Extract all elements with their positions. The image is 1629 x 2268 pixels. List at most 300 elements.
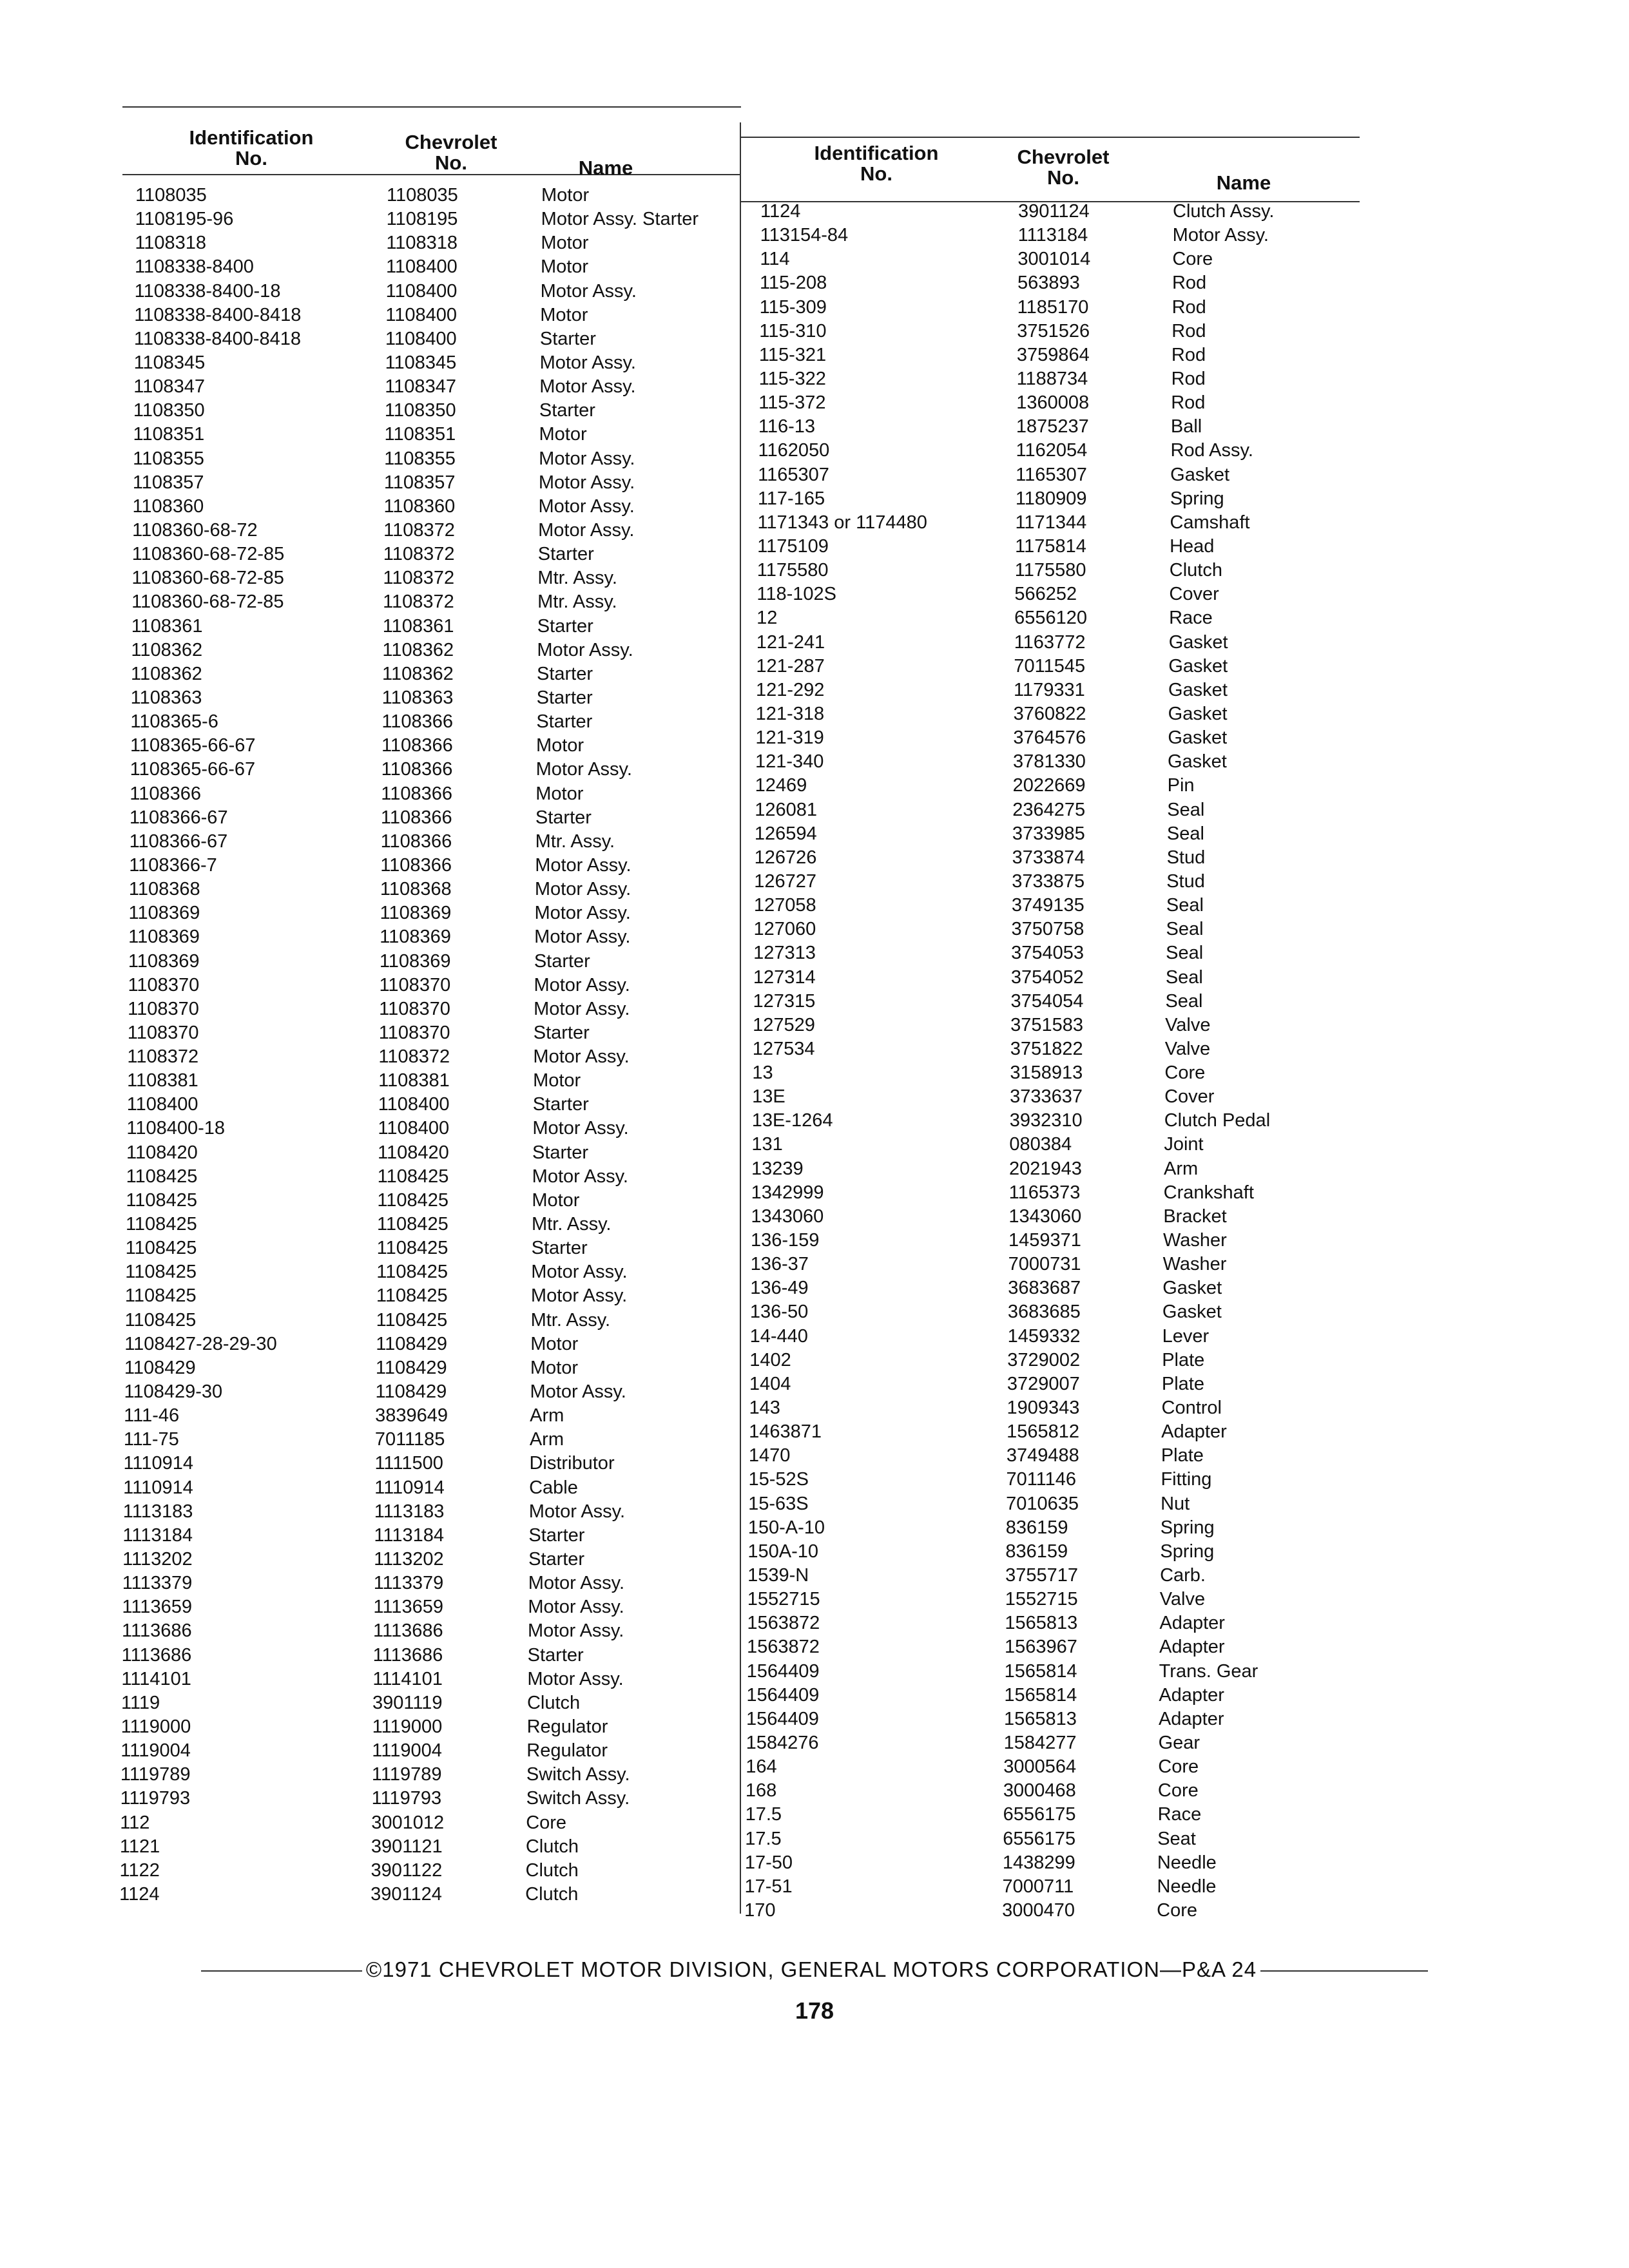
chevrolet-number: 1108425 xyxy=(376,1214,448,1235)
table-row xyxy=(740,1611,1360,1635)
part-name: Starter xyxy=(539,328,596,349)
ident-number: 1113659 xyxy=(122,1597,192,1618)
ident-number: 17.5 xyxy=(745,1804,782,1825)
table-row xyxy=(745,1181,1360,1205)
ident-number: 127058 xyxy=(753,895,816,916)
chevrolet-number: 3901121 xyxy=(371,1836,443,1857)
table-row xyxy=(747,918,1360,941)
chevrolet-number: 1108372 xyxy=(383,568,455,589)
chevrolet-number: 3751583 xyxy=(1010,1014,1084,1035)
chevrolet-number: 1108362 xyxy=(382,639,454,660)
table-row xyxy=(747,941,1360,965)
table-row xyxy=(749,702,1360,726)
part-name: Race xyxy=(1157,1804,1202,1825)
chevrolet-number: 836159 xyxy=(1005,1541,1068,1562)
left-header-identification xyxy=(148,128,354,169)
table-row xyxy=(750,606,1360,630)
table-row xyxy=(751,463,1360,487)
part-name: Motor Assy. xyxy=(532,1118,629,1139)
part-name: Starter xyxy=(539,400,595,421)
chevrolet-number: 1459332 xyxy=(1007,1325,1081,1347)
chevrolet-number: 1108400 xyxy=(385,328,457,349)
part-name: Motor Assy. xyxy=(538,472,635,493)
table-row xyxy=(744,1253,1360,1276)
table-row xyxy=(97,901,735,925)
table-row xyxy=(739,1803,1360,1827)
ident-number: 1563872 xyxy=(747,1613,820,1634)
table-row xyxy=(100,495,735,519)
ident-number: 1108429-30 xyxy=(124,1381,223,1403)
chevrolet-number: 1108361 xyxy=(382,615,454,637)
part-name: Motor Assy. xyxy=(534,903,631,924)
table-row xyxy=(102,327,735,351)
part-name: Motor xyxy=(541,185,590,206)
ident-number: 115-309 xyxy=(759,296,827,318)
ident-number: 1119793 xyxy=(120,1788,191,1809)
part-name: Starter xyxy=(532,1142,589,1163)
part-name: Motor xyxy=(530,1333,579,1354)
table-row xyxy=(101,447,735,471)
ident-number: 17-50 xyxy=(744,1852,793,1873)
ident-number: 1564409 xyxy=(746,1660,820,1682)
part-name: Motor Assy. xyxy=(538,519,635,541)
chevrolet-number: 1110914 xyxy=(374,1477,445,1498)
chevrolet-number: 1108400 xyxy=(378,1118,450,1139)
chevrolet-number: 1108357 xyxy=(383,472,456,493)
chevrolet-number: 1108372 xyxy=(383,591,454,613)
top-rule-left xyxy=(122,106,741,108)
table-row xyxy=(96,950,735,974)
ident-number: 1108366-67 xyxy=(129,807,228,828)
table-row xyxy=(100,543,735,566)
table-row xyxy=(95,974,735,997)
ident-number: 17-51 xyxy=(744,1876,793,1897)
table-row xyxy=(102,280,735,303)
table-row xyxy=(102,303,735,327)
chevrolet-number: 6556120 xyxy=(1014,608,1087,629)
part-name: Clutch xyxy=(525,1860,579,1881)
table-row xyxy=(89,1715,735,1739)
chevrolet-number: 3754054 xyxy=(1010,990,1084,1012)
part-name: Trans. Gear xyxy=(1159,1660,1258,1682)
chevrolet-number: 3729002 xyxy=(1007,1349,1081,1370)
chevrolet-number: 1113184 xyxy=(1017,225,1088,246)
part-name: Motor xyxy=(535,783,584,804)
part-name: Mtr. Assy. xyxy=(535,831,615,852)
table-row xyxy=(90,1524,735,1548)
chevrolet-number: 7011545 xyxy=(1014,655,1086,677)
chevrolet-number: 1108195 xyxy=(386,209,458,230)
table-row xyxy=(103,184,735,207)
part-name: Core xyxy=(1157,1780,1199,1802)
table-row xyxy=(87,1883,735,1907)
ident-number: 127529 xyxy=(753,1014,815,1035)
chevrolet-number: 3764576 xyxy=(1013,727,1086,749)
table-row xyxy=(751,535,1360,559)
ident-number: 1563872 xyxy=(747,1637,820,1658)
footer-rule-left xyxy=(201,1970,362,1972)
ident-number: 15-52S xyxy=(748,1469,809,1490)
part-name: Core xyxy=(526,1812,567,1833)
table-row xyxy=(101,399,735,423)
table-row xyxy=(743,1372,1360,1396)
table-row xyxy=(88,1859,735,1883)
part-name: Switch Assy. xyxy=(526,1788,630,1809)
chevrolet-number: 3749135 xyxy=(1011,895,1084,916)
chevrolet-number: 1108425 xyxy=(377,1189,449,1211)
chevrolet-number: 1108425 xyxy=(376,1262,448,1283)
table-row xyxy=(742,1444,1360,1468)
table-row xyxy=(95,1021,735,1045)
table-row xyxy=(93,1213,735,1236)
chevrolet-number: 1108400 xyxy=(385,280,458,302)
table-row xyxy=(744,1276,1360,1300)
table-row xyxy=(95,1093,735,1117)
table-row xyxy=(742,1516,1360,1540)
ident-number: 136-37 xyxy=(750,1254,809,1275)
ident-number: 1108366-7 xyxy=(129,854,217,876)
chevrolet-number: 3755717 xyxy=(1005,1565,1078,1586)
part-name: Starter xyxy=(528,1549,585,1570)
part-name: Motor Assy. xyxy=(530,1381,626,1403)
part-name: Motor Assy. xyxy=(534,998,630,1019)
table-row xyxy=(751,511,1360,535)
table-row xyxy=(94,1117,735,1140)
chevrolet-number: 1438299 xyxy=(1002,1852,1075,1873)
ident-number: 112 xyxy=(120,1812,150,1833)
table-row xyxy=(91,1452,735,1475)
chevrolet-number: 1108360 xyxy=(383,495,456,517)
ident-number: 118-102S xyxy=(757,584,837,605)
ident-number: 1110914 xyxy=(123,1453,194,1474)
header-text: Chevrolet xyxy=(405,131,497,153)
chevrolet-number: 1113686 xyxy=(372,1644,443,1666)
table-row xyxy=(100,519,735,543)
part-name: Motor Assy. xyxy=(538,495,635,517)
part-name: Needle xyxy=(1157,1876,1217,1897)
ident-number: 13 xyxy=(752,1062,773,1084)
chevrolet-number: 1108400 xyxy=(378,1094,450,1115)
part-name: Lever xyxy=(1162,1325,1210,1347)
ident-number: 14-440 xyxy=(749,1325,808,1347)
ident-number: 1470 xyxy=(748,1445,791,1466)
table-row xyxy=(754,200,1360,224)
ident-number: 121-318 xyxy=(755,703,825,724)
table-row xyxy=(740,1660,1360,1684)
part-name: Motor xyxy=(532,1189,580,1211)
table-row xyxy=(90,1548,735,1571)
chevrolet-number: 1108425 xyxy=(376,1309,448,1331)
header-text: No. xyxy=(860,162,892,185)
right-header-name: Name xyxy=(1216,171,1271,194)
chevrolet-number: 1119004 xyxy=(372,1740,442,1762)
chevrolet-number: 1875237 xyxy=(1016,416,1089,437)
part-name: Motor Assy. xyxy=(532,1166,628,1187)
table-row xyxy=(739,1755,1360,1779)
ident-number: 127060 xyxy=(753,919,816,940)
ident-number: 1564409 xyxy=(746,1708,819,1729)
part-name: Adapter xyxy=(1159,1684,1224,1706)
part-name: Core xyxy=(1158,1756,1199,1778)
part-name: Mtr. Assy. xyxy=(531,1214,612,1235)
table-row xyxy=(88,1739,735,1763)
ident-number: 1108366 xyxy=(130,783,201,804)
ident-number: 115-322 xyxy=(758,368,826,389)
part-name: Motor xyxy=(540,304,588,325)
table-row xyxy=(102,255,735,279)
chevrolet-number: 1113183 xyxy=(374,1501,445,1522)
part-name: Starter xyxy=(537,544,594,565)
table-row xyxy=(90,1595,735,1619)
chevrolet-number: 1108363 xyxy=(381,687,454,708)
table-row xyxy=(750,582,1360,606)
ident-number: 13E xyxy=(752,1086,786,1108)
chevrolet-number: 1108345 xyxy=(385,352,457,373)
chevrolet-number: 1565814 xyxy=(1004,1660,1077,1682)
ident-number: 1108425 xyxy=(126,1166,198,1187)
chevrolet-number: 1114101 xyxy=(372,1668,443,1689)
chevrolet-number: 1108368 xyxy=(380,879,452,900)
chevrolet-number: 3759864 xyxy=(1016,344,1090,365)
chevrolet-number: 1108429 xyxy=(375,1357,447,1378)
chevrolet-number: 3733637 xyxy=(1010,1086,1083,1108)
part-name: Needle xyxy=(1157,1852,1217,1873)
ident-number: 1108425 xyxy=(124,1309,197,1331)
part-name: Fitting xyxy=(1161,1469,1212,1490)
chevrolet-number: 7000711 xyxy=(1002,1876,1074,1897)
table-row xyxy=(749,726,1360,750)
table-row xyxy=(740,1635,1360,1659)
part-name: Motor Assy. xyxy=(533,1046,630,1068)
ident-number: 1108400-18 xyxy=(126,1118,226,1139)
table-row xyxy=(91,1500,735,1524)
table-row xyxy=(743,1349,1360,1372)
ident-number: 1108360-68-72-85 xyxy=(131,544,285,565)
chevrolet-number: 1119000 xyxy=(372,1716,443,1737)
table-row xyxy=(93,1284,735,1308)
ident-number: 13E-1264 xyxy=(751,1110,833,1131)
ident-number: 115-321 xyxy=(758,344,827,365)
part-name: Starter xyxy=(527,1644,584,1666)
ident-number: 1108429 xyxy=(124,1357,196,1378)
part-name: Head xyxy=(1170,535,1215,557)
table-row xyxy=(742,1420,1360,1444)
ident-number: 1113183 xyxy=(122,1501,193,1522)
part-name: Ball xyxy=(1170,416,1202,437)
chevrolet-number: 1360008 xyxy=(1016,392,1090,414)
part-name: Race xyxy=(1169,608,1213,629)
chevrolet-number: 836159 xyxy=(1005,1517,1068,1538)
ident-number: 1108372 xyxy=(127,1046,199,1068)
ident-number: 127314 xyxy=(753,966,816,988)
table-row xyxy=(102,351,735,375)
ident-number: 1108425 xyxy=(125,1262,197,1283)
table-row xyxy=(92,1356,735,1380)
table-row xyxy=(101,375,735,399)
table-row xyxy=(744,1300,1360,1324)
part-name: Plate xyxy=(1161,1445,1204,1466)
part-name: Clutch xyxy=(526,1692,581,1713)
ident-number: 1165307 xyxy=(758,464,829,485)
chevrolet-number: 1108420 xyxy=(378,1142,449,1163)
header-text: No. xyxy=(435,151,467,174)
header-text: Identification xyxy=(814,142,939,164)
chevrolet-number: 3733874 xyxy=(1012,847,1085,868)
chevrolet-number: 1171344 xyxy=(1015,512,1087,533)
chevrolet-number: 1552715 xyxy=(1005,1589,1078,1610)
part-name: Arm xyxy=(1164,1158,1199,1179)
ident-number: 136-159 xyxy=(750,1230,820,1251)
ident-number: 111-75 xyxy=(123,1429,179,1450)
ident-number: 1175580 xyxy=(757,560,829,581)
ident-number: 143 xyxy=(749,1398,780,1419)
ident-number: 1113379 xyxy=(122,1573,193,1594)
table-row xyxy=(88,1811,735,1835)
ident-number: 121-241 xyxy=(756,631,825,653)
part-name: Motor xyxy=(533,1070,581,1091)
table-row xyxy=(753,247,1360,271)
part-name: Motor Assy. xyxy=(531,1262,628,1283)
chevrolet-number: 1108351 xyxy=(384,424,456,445)
ident-number: 1108360-68-72-85 xyxy=(131,568,284,589)
part-name: Rod xyxy=(1171,320,1206,341)
table-row xyxy=(95,1045,735,1069)
ident-number: 1108368 xyxy=(128,879,200,900)
part-name: Starter xyxy=(535,807,592,828)
part-name: Cable xyxy=(529,1477,578,1498)
ident-number: 13239 xyxy=(751,1158,804,1179)
chevrolet-number: 1163772 xyxy=(1014,631,1086,653)
ident-number: 1108351 xyxy=(133,424,205,445)
ident-number: 1108427-28-29-30 xyxy=(124,1333,277,1354)
part-name: Starter xyxy=(536,711,593,733)
ident-number: 1108425 xyxy=(125,1238,197,1259)
ident-number: 1108400 xyxy=(126,1094,198,1115)
part-name: Motor xyxy=(541,233,589,254)
table-row xyxy=(746,1037,1360,1061)
header-text: Chevrolet xyxy=(1017,146,1110,168)
chevrolet-number: 3751822 xyxy=(1010,1038,1083,1059)
right-header-chevrolet xyxy=(986,147,1141,188)
table-row xyxy=(746,1109,1360,1133)
ident-number: 12469 xyxy=(755,775,807,796)
chevrolet-number: 3729007 xyxy=(1007,1373,1080,1394)
table-row xyxy=(748,822,1360,846)
part-name: Motor Assy. xyxy=(528,1573,625,1594)
chevrolet-number: 1180909 xyxy=(1015,488,1087,509)
table-row xyxy=(749,678,1360,702)
table-row xyxy=(744,1325,1360,1349)
table-row xyxy=(90,1571,735,1595)
part-name: Motor Assy. xyxy=(535,854,631,876)
ident-number: 1108355 xyxy=(133,448,204,469)
part-name: Motor Assy. xyxy=(535,759,632,780)
ident-number: 1113686 xyxy=(122,1620,192,1642)
ident-number: 1108425 xyxy=(125,1214,197,1235)
ident-number: 1564409 xyxy=(746,1684,820,1706)
ident-number: 1108365-66-67 xyxy=(130,735,256,756)
ident-number: 1113184 xyxy=(122,1524,193,1546)
part-name: Adapter xyxy=(1159,1637,1225,1658)
part-name: Adapter xyxy=(1161,1421,1227,1443)
part-name: Motor Assy. xyxy=(1172,225,1269,246)
ident-number: 1175109 xyxy=(757,535,829,557)
ident-number: 126594 xyxy=(754,823,817,844)
chevrolet-number: 080384 xyxy=(1009,1134,1072,1155)
chevrolet-number: 3750758 xyxy=(1011,919,1084,940)
table-row xyxy=(742,1492,1360,1516)
ident-number: 164 xyxy=(746,1756,777,1778)
header-text: No. xyxy=(1047,166,1079,189)
ident-number: 15-63S xyxy=(748,1493,809,1514)
table-row xyxy=(89,1667,735,1691)
part-name: Rod xyxy=(1171,296,1206,318)
chevrolet-number: 1565813 xyxy=(1005,1613,1078,1634)
ident-number: 1402 xyxy=(749,1349,791,1370)
table-row xyxy=(749,750,1360,774)
table-row xyxy=(747,966,1360,990)
ident-number: 1171343 or 1174480 xyxy=(757,512,927,533)
chevrolet-number: 1459371 xyxy=(1008,1230,1081,1251)
ident-number: 1108360-68-72-85 xyxy=(131,591,284,613)
table-row xyxy=(92,1380,735,1404)
part-name: Mtr. Assy. xyxy=(530,1309,611,1331)
chevrolet-number: 3683685 xyxy=(1007,1302,1081,1323)
table-row xyxy=(93,1309,735,1332)
table-row xyxy=(98,710,735,734)
part-name: Starter xyxy=(531,1238,588,1259)
chevrolet-number: 7010635 xyxy=(1006,1493,1079,1514)
chevrolet-number: 1113686 xyxy=(373,1620,443,1642)
chevrolet-number: 1108369 xyxy=(379,950,451,972)
chevrolet-number: 1108370 xyxy=(378,1022,450,1043)
ident-number: 1108425 xyxy=(126,1189,198,1211)
chevrolet-number: 3733985 xyxy=(1012,823,1085,844)
chevrolet-number: 1108366 xyxy=(380,854,452,876)
ident-number: 1552715 xyxy=(747,1589,820,1610)
part-name: Motor Assy. xyxy=(528,1597,624,1618)
ident-number: 116-13 xyxy=(758,416,816,437)
ident-number: 1108370 xyxy=(128,974,200,995)
table-row xyxy=(750,631,1360,655)
part-name: Motor Assy. xyxy=(528,1501,626,1522)
chevrolet-number: 1175814 xyxy=(1015,535,1086,557)
part-name: Carb. xyxy=(1160,1565,1206,1586)
table-row xyxy=(96,925,735,949)
ident-number: 114 xyxy=(760,249,790,270)
ident-number: 1108347 xyxy=(133,376,205,398)
ident-number: 1108361 xyxy=(131,615,203,637)
table-row xyxy=(746,1085,1360,1109)
table-row xyxy=(97,854,735,878)
part-name: Spring xyxy=(1160,1541,1215,1562)
ident-number: 115-208 xyxy=(759,273,827,294)
chevrolet-number: 1108366 xyxy=(380,831,452,852)
ident-number: 1108318 xyxy=(135,233,207,254)
table-row xyxy=(744,1205,1360,1229)
chevrolet-number: 1185170 xyxy=(1017,296,1089,318)
part-name: Control xyxy=(1161,1398,1222,1419)
ident-number: 168 xyxy=(745,1780,777,1802)
part-name: Adapter xyxy=(1158,1708,1224,1729)
part-name: Clutch xyxy=(525,1883,579,1905)
table-row xyxy=(752,439,1360,463)
part-name: Rod xyxy=(1171,344,1206,365)
part-name: Motor xyxy=(530,1357,578,1378)
part-name: Seal xyxy=(1165,966,1203,988)
table-row xyxy=(741,1564,1360,1588)
chevrolet-number: 1108366 xyxy=(381,711,454,733)
